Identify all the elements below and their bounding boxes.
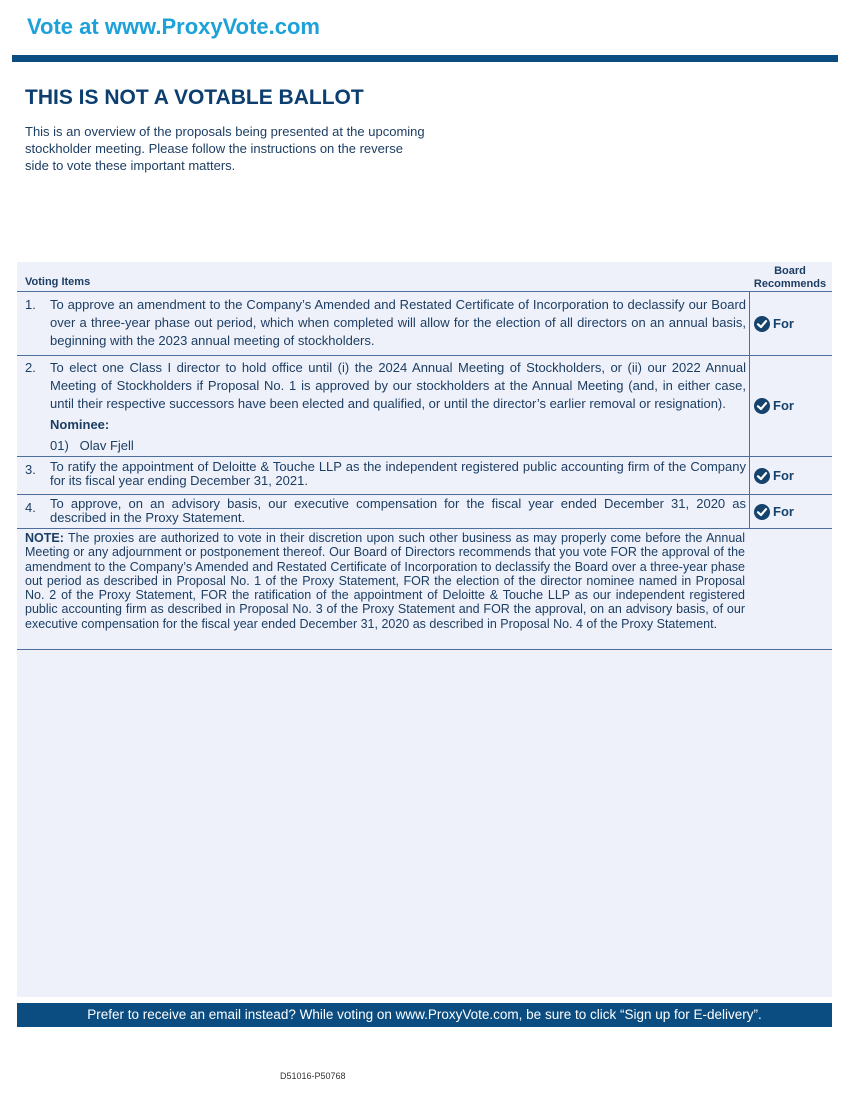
recommendation-cell xyxy=(749,495,831,528)
note-label: NOTE: xyxy=(25,531,64,545)
header-divider xyxy=(12,55,838,62)
nominee-number: 01) xyxy=(50,438,69,453)
check-circle-icon xyxy=(754,316,770,332)
board-recommends-line2: Recommends xyxy=(753,278,827,290)
check-circle-icon xyxy=(754,398,770,414)
page-title: THIS IS NOT A VOTABLE BALLOT xyxy=(25,86,364,109)
check-circle-icon xyxy=(754,468,770,484)
voting-item-1 xyxy=(17,291,832,356)
board-recommends-line1: Board xyxy=(774,265,806,277)
item-number: 3. xyxy=(25,462,36,477)
recommendation-cell xyxy=(749,292,831,355)
recommendation-label: For xyxy=(773,504,794,519)
nominee-line xyxy=(50,437,746,455)
item-block xyxy=(50,359,746,455)
note-row xyxy=(17,529,832,650)
note-text-block xyxy=(25,531,745,631)
item-text: To ratify the appointment of Deloitte & Touche LLP as the independent registered public accounting firm of the Company for its fiscal year ending December 31, 2021. xyxy=(50,459,746,488)
edelivery-banner: Prefer to receive an email instead? While voting on www.ProxyVote.com, be sure to click “Sign up for E-delivery”. xyxy=(17,1003,832,1027)
recommendation-label: For xyxy=(773,468,794,483)
item-text: To approve, on an advisory basis, our executive compensation for the fiscal year ended December 31, 2020 as described in the Proxy Statement. xyxy=(50,496,746,525)
nominee-name: Olav Fjell xyxy=(79,438,134,453)
voting-item-2 xyxy=(17,355,832,457)
item-number: 1. xyxy=(25,297,36,312)
intro-text: This is an overview of the proposals being presented at the upcoming stockholder meeting. Please follow the instructions on the reverse side to vote these important matters. xyxy=(25,124,425,173)
voting-item-3 xyxy=(17,457,832,495)
voting-item-4 xyxy=(17,495,832,529)
item-number: 2. xyxy=(25,360,36,375)
item-number: 4. xyxy=(25,500,36,515)
check-circle-icon xyxy=(754,504,770,520)
voting-items-header: Voting Items xyxy=(25,276,91,288)
recommendation-label: For xyxy=(773,316,794,331)
header-link[interactable]: Vote at www.ProxyVote.com xyxy=(27,14,320,39)
item-text: To elect one Class I director to hold office until (i) the 2024 Annual Meeting of Stockholders, or (ii) our 2022 Annual Meeting of Stockholders if Proposal No. 1 is approved by our stockholders at the Annual Meeting (and, in either case, until their respective successors have been elected and qualified, or until the director’s earlier removal or resignation). xyxy=(50,360,746,411)
note-text: The proxies are authorized to vote in their discretion upon such other business as may properly come before the Annual Meeting or any adjournment or postponement thereof. Our Board of Directors recommends that you vote FOR the approval of the amendment to the Company’s Amended and Restated Certificate of Incorporation to declassify the Board over a three-year phase out period as described in Proposal No. 1 of the Proxy Statement, FOR the election of the director nominee named in Proposal No. 2 of the Proxy Statement, FOR the ratification of the appointment of Deloitte & Touche LLP as our independent registered public accounting firm as described in Proposal No. 3 of the Proxy Statement and FOR the approval, on an advisory basis, of our executive compensation for the fiscal year ended December 31, 2020 as described in Proposal No. 4 of the Proxy Statement. xyxy=(25,531,745,631)
document-code: D51016-P50768 xyxy=(280,1071,346,1081)
recommendation-cell xyxy=(749,457,831,494)
nominee-heading: Nominee: xyxy=(50,417,110,432)
item-text: To approve an amendment to the Company’s Amended and Restated Certificate of Incorporation to declassify our Board over a three-year phase out period, which when completed will allow for the election of all directors on an annual basis, beginning with the 2023 annual meeting of stockholders. xyxy=(50,297,746,348)
recommendation-label: For xyxy=(773,398,794,413)
board-recommends-header xyxy=(750,265,830,291)
recommendation-cell xyxy=(749,355,831,456)
